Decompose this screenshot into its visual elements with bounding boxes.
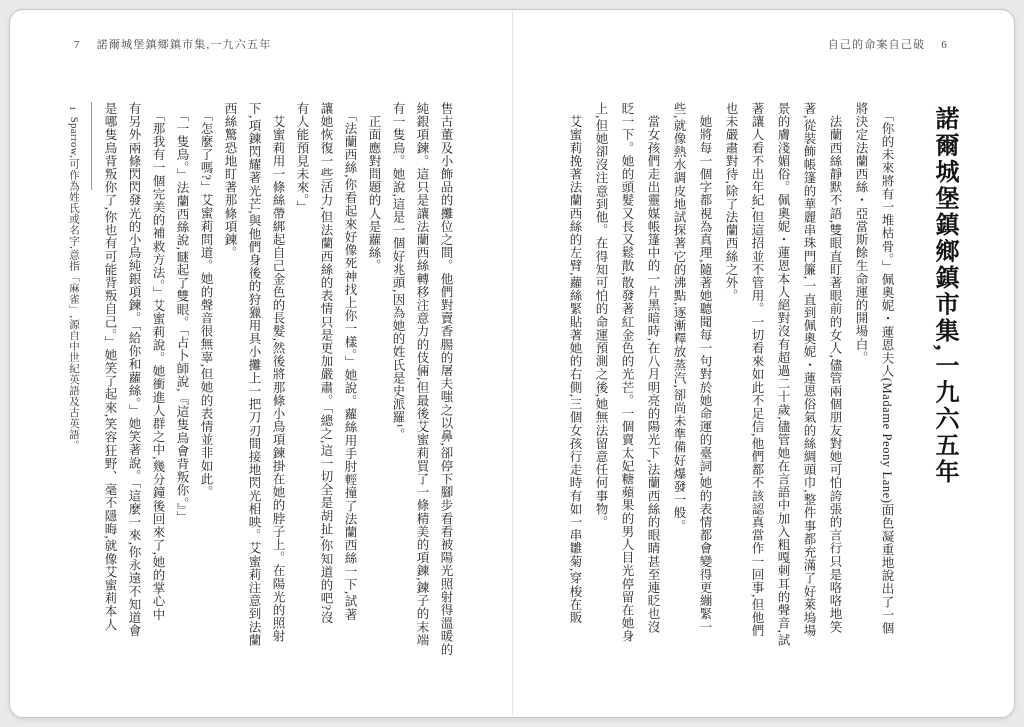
book-spread	[9, 9, 1015, 718]
text-column: 有人能預見未來。」	[295, 102, 309, 214]
text-column: 正面應對問題的人是蘿絲。	[367, 102, 381, 273]
left-page-text	[98, 102, 458, 670]
text-column: 她將每一個字都視為真理,隨著她聽聞每一句對於她命運的臺詞,她的表情都會變得更繃緊一	[698, 102, 712, 634]
text-column: 當女孩們走出靈媒帳篷中的一片黑暗時,在八月明亮的陽光下,法蘭西絲的眼睛甚至連眨也沒	[646, 102, 660, 634]
text-column: 純銀項鍊。這只是讓法蘭西絲轉移注意力的伎倆,但最後艾蜜莉買了一條精美的項鍊,鍊子的末端	[415, 102, 429, 647]
text-column: 上,但她卻沒注意到他。在得知可怕的命運預測之後,她無法留意任何事物。	[594, 102, 608, 529]
right-page-text	[562, 102, 900, 670]
text-column: 艾蜜莉挽著法蘭西絲的左臂,蘿絲緊貼著她的右側,三個女孩行走時有如一串雛菊,穿梭在販	[568, 102, 582, 625]
text-column: 著讓人看不出年紀,但這招並不管用。一切看來如此不足信,他們都不該認真當作一回事,但他們	[750, 102, 764, 638]
text-column: 「你的未來將有一堆枯骨。」佩奧妮・蓮恩夫人(Madame Peony Lane)面色凝重地說出了一個	[880, 102, 894, 635]
text-column: 著,從裝飾帳篷的華麗串珠門簾,一直到佩奧妮・蓮恩俗氣的絲綢頭巾,整件事都充滿了好萊塢場	[802, 102, 816, 638]
text-column: 「法蘭西絲,你看起來好像死神找上你一樣。」她說。蘿絲用手肘輕撞了法蘭西絲一下,試著	[343, 102, 357, 621]
text-column: 也未嚴肅對待,除了法蘭西絲之外。	[724, 102, 738, 303]
page-gutter-divider	[512, 11, 513, 716]
text-column: 讓她恢復一些活力,但法蘭西絲的表情只是更加嚴肅。「總之,這一切全是胡扯,你知道的吧?沒	[319, 102, 333, 624]
footnote-text: Sparrow,可作為姓氏或名字,意指「麻雀」,源自中世紀英語及古英語。	[68, 116, 79, 451]
text-column: 下,項鍊閃耀著光芒,與他們身後的狩獵用具小攤上一把刀刃間接地閃光相映。艾蜜莉注意到法蘭	[247, 102, 261, 647]
text-column: 艾蜜莉用一條絲帶綁起自己金色的長髮,然後將那條小鳥項鍊掛在她的脖子上。在陽光的照射	[271, 102, 285, 643]
text-column: 法蘭西絲靜默不語,雙眼直盯著眼前的女人,儘管兩個朋友對她可怕誇張的言行只是咯咯地笑	[828, 102, 842, 634]
right-page-header	[828, 36, 948, 52]
text-column: 是哪隻鳥背叛你了,你也有可能背叛自己。」她笑了起來,笑容狂野、毫不隱晦,就像艾蜜莉本人	[103, 102, 117, 631]
text-column: 景的膚淺媚俗。佩奧妮・蓮恩本人絕對沒有超過二十歲,儘管她在言語中加入粗嘎刺耳的聲音,試	[776, 102, 790, 647]
text-column: 有一隻鳥。她說,這是一個好兆頭,因為她的姓氏是史派羅¹。	[391, 102, 405, 442]
text-column: 「一隻鳥。」法蘭西絲說,瞇起了雙眼。「占卜師說,『這隻鳥會背叛你。』」	[175, 102, 189, 524]
right-running-title: 自己的命案自己破	[827, 39, 926, 51]
text-column: 眨一下。她的頭髮又長又鬆散,散發著紅金色的光芒。一個賣太妃糖蘋果的男人目光停留在她身	[620, 102, 634, 643]
footnote-divider	[91, 102, 92, 190]
footnote-marker: 1	[68, 106, 78, 111]
text-column: 有另外兩條閃閃發光的小鳥純銀項鍊。「給你和蘿絲。」她笑著說。「這麼一來,你永遠不知道會	[127, 102, 141, 638]
text-column: 些,就像熱水調皮地試探著它的沸點,逐漸釋放蒸汽,卻尚未準備好爆發一般。	[672, 102, 686, 533]
text-column: 將決定法蘭西絲・亞當斯餘生命運的開場白。	[854, 102, 868, 364]
text-column: 「怎麼了嗎?」艾蜜莉問道。她的聲音很無辜,但她的表情並非如此。	[199, 102, 213, 499]
left-page-number: 7	[74, 39, 81, 51]
left-running-title: 諾爾城堡鎮鄉鎮市集,一九六五年	[96, 39, 272, 51]
text-column: 西絲驚恐地盯著那條項鍊。	[223, 102, 237, 260]
chapter-title: 諾爾城堡鎮鄉鎮市集,一九六五年	[931, 106, 957, 486]
footnote	[66, 106, 81, 451]
right-page-number: 6	[941, 39, 948, 51]
left-page-header	[74, 36, 271, 52]
text-column: 售古董及小飾品的攤位之間。他們對賣香腸的屠夫嗤之以鼻,卻停下腳步看看被陽光照射得溫暖的	[439, 102, 453, 656]
text-column: 「那我有一個完美的補救方法。」艾蜜莉說。她衝進人群之中,幾分鐘後回來了,她的掌心中	[151, 102, 165, 621]
